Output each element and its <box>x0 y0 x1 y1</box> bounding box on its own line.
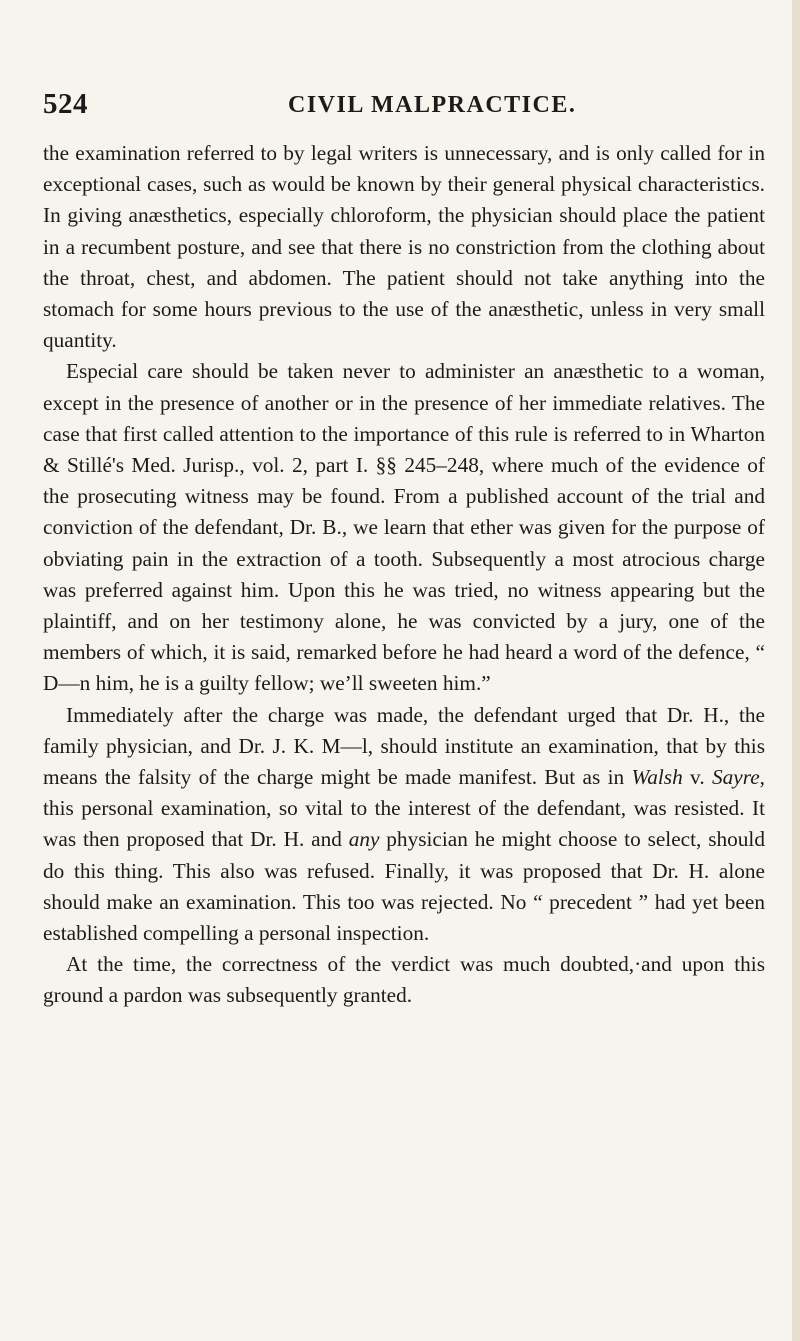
text-span: the examination referred to by legal writers is unnecessary, and is only called for in exceptional cases, such as would be known by their general physical characteristics. In giving anæsthetics, especially chloroform, the physician should place the patient in a recumbent posture, and see that there is no constriction from the clothing about the throat, chest, and abdomen. The patient should not take anything into the stomach for some hours previous to the use of the anæsthetic, unless in very small quantity. <box>43 141 765 353</box>
text-span: Immediately after the charge was made, the defendant urged that Dr. H., the family physician, and Dr. J. K. M—l, should institute an examination, that by this means the falsity of the charge might be made manifest. But as in <box>43 702 765 790</box>
text-span: , this personal examination, so vital to the interest of the defendant, was resisted. It was then proposed that Dr. H. and <box>43 765 765 852</box>
paragraph <box>43 138 765 356</box>
emphasis-italic: any <box>348 827 380 852</box>
case-name-italic: Sayre <box>711 765 760 790</box>
paragraph <box>43 356 765 699</box>
running-title: CIVIL MALPRACTICE. <box>288 92 577 118</box>
paragraph <box>43 700 765 950</box>
text-span: At the time, the correctness of the verdict was much doubted,·and upon this ground a pardon was subsequently granted. <box>43 952 765 1008</box>
page-header <box>43 88 765 128</box>
body-text <box>43 138 765 1012</box>
text-span: physician he might choose to select, should do this thing. This also was refused. Finally, it was proposed that Dr. H. alone should make an examination. This too was rejected. No “ precedent ” had yet been established compelling a personal inspection. <box>43 827 766 946</box>
case-name-italic: Walsh <box>631 765 683 790</box>
text-span: Especial care should be taken never to administer an anæsthetic to a woman, except in the presence of another or in the presence of her immediate relatives. The case that first called attention to the importance of this rule is referred to in Wharton & Stillé's Med. Jurisp., vol. 2, part I. §§ 245–248, where much of the evidence of the prosecuting witness may be found. From a published account of the trial and conviction of the defendant, Dr. B., we learn that ether was given for the purpose of obviating pain in the extraction of a tooth. Subsequently a most atrocious charge was preferred against him. Upon this he was tried, no witness appearing but the plaintiff, and on her testimony alone, he was convicted by a jury, one of the members of which, it is said, remarked before he had heard a word of the defence, “ D—n him, he is a guilty fellow; we’ll sweeten him.” <box>43 359 765 696</box>
paragraph <box>43 949 765 1011</box>
page-number: 524 <box>43 88 88 120</box>
text-span: v. <box>682 765 712 790</box>
page-content <box>43 88 765 1012</box>
